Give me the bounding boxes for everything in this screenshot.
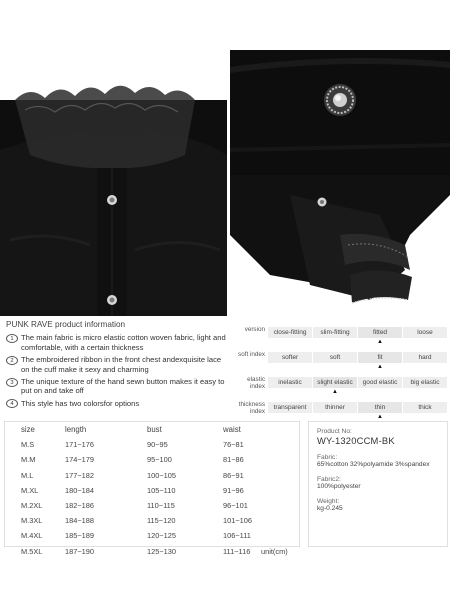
- feature-item: [6, 355, 228, 374]
- attribute-label: soft index: [238, 351, 265, 358]
- attribute-label: version: [244, 326, 265, 333]
- attribute-table: [238, 327, 448, 427]
- feature-text: This style has two colorsfor options: [21, 398, 140, 408]
- waist-cell: 106~111: [223, 531, 251, 541]
- attribute-label: thickness index: [238, 401, 265, 415]
- size-table-header: [5, 422, 299, 437]
- weight-value: kg-0.245: [317, 505, 343, 512]
- bust-cell: 90~95: [147, 440, 168, 450]
- attribute-option: fit: [358, 352, 402, 363]
- table-row: [5, 452, 299, 467]
- attribute-option: inelastic: [268, 377, 312, 388]
- feature-item: [6, 333, 228, 352]
- waist-cell: 81~86: [223, 455, 244, 465]
- table-row: [5, 528, 299, 543]
- header-bust: bust: [147, 425, 162, 434]
- size-cell: M.S: [21, 440, 35, 450]
- attribute-option: slim-fitting: [313, 327, 357, 338]
- size-cell: M.2XL: [21, 500, 43, 510]
- attribute-row-soft-index: [238, 352, 448, 376]
- attribute-label: elastic index: [247, 376, 265, 390]
- button-closeup-photo: [230, 50, 450, 175]
- table-row: [5, 498, 299, 513]
- attribute-option: thinner: [313, 402, 357, 413]
- triangle-up-icon: ▲: [332, 389, 338, 395]
- product-info-title: PUNK RAVE product information: [6, 320, 126, 329]
- attribute-option: good elastic: [358, 377, 402, 388]
- cuff-closeup-photo: [230, 175, 450, 316]
- fabric2-label: Fabric2:: [317, 476, 341, 483]
- fabric-value: 65%cotton 32%polyamide 3%spandex: [317, 461, 430, 468]
- size-cell: M.4XL: [21, 531, 43, 541]
- size-cell: M.3XL: [21, 516, 43, 526]
- attribute-option: thin: [358, 402, 402, 413]
- weight-label: Weight:: [317, 498, 340, 505]
- attribute-option: soft: [313, 352, 357, 363]
- bust-cell: 110~115: [147, 500, 175, 510]
- bust-cell: 100~105: [147, 470, 176, 480]
- table-row: [5, 483, 299, 498]
- bust-cell: 115~120: [147, 516, 176, 526]
- triangle-up-icon: ▲: [377, 414, 383, 420]
- length-cell: 180~184: [65, 485, 94, 495]
- attribute-option: softer: [268, 352, 312, 363]
- attribute-option: hard: [403, 352, 447, 363]
- bust-cell: 125~130: [147, 546, 176, 556]
- collar-closeup-photo: [0, 60, 227, 316]
- attribute-option: slight elastic: [313, 377, 357, 388]
- attribute-row-version: [238, 327, 448, 351]
- feature-text: The main fabric is micro elastic cotton woven fabric, light and comfortable, with a certain thickness: [21, 333, 226, 352]
- collar-illustration: [0, 60, 227, 316]
- bust-cell: 95~100: [147, 455, 172, 465]
- bust-cell: 105~110: [147, 485, 176, 495]
- attribute-option: fitted: [358, 327, 402, 338]
- product-no-label: Product No:: [317, 428, 352, 435]
- length-cell: 184~188: [65, 516, 94, 526]
- triangle-up-icon: ▲: [377, 364, 383, 370]
- waist-cell: 111~116: [223, 546, 251, 556]
- product-info: [6, 320, 228, 411]
- length-cell: 185~189: [65, 531, 94, 541]
- feature-number: 4: [6, 399, 18, 408]
- waist-cell: 76~81: [223, 440, 244, 450]
- waist-cell: 101~106: [223, 516, 252, 526]
- size-cell: M.5XL: [21, 546, 43, 556]
- unit-label: unit(cm): [261, 546, 288, 556]
- table-row: [5, 468, 299, 483]
- product-no-value: WY-1320CCM-BK: [317, 435, 395, 446]
- attribute-option: thick: [403, 402, 447, 413]
- attribute-option: close-fitting: [268, 327, 312, 338]
- attribute-option: loose: [403, 327, 447, 338]
- size-cell: M.XL: [21, 485, 39, 495]
- table-row: [5, 437, 299, 452]
- table-row: [5, 513, 299, 528]
- fabric-label: Fabric:: [317, 454, 338, 461]
- waist-cell: 96~101: [223, 500, 248, 510]
- product-meta: [308, 421, 448, 547]
- feature-number: 2: [6, 356, 18, 365]
- length-cell: 187~190: [65, 546, 94, 556]
- fabric2-value: 100%polyester: [317, 483, 361, 490]
- feature-text: The embroidered ribbon in the front chest andexquisite lace on the cuff make it sexy and charming: [21, 355, 222, 374]
- size-cell: M.L: [21, 470, 34, 480]
- table-row: [5, 544, 299, 559]
- length-cell: 177~182: [65, 470, 94, 480]
- cuff-illustration: [230, 175, 450, 316]
- header-size: size: [21, 425, 35, 434]
- triangle-up-icon: ▲: [377, 339, 383, 345]
- length-cell: 182~186: [65, 500, 94, 510]
- length-cell: 174~179: [65, 455, 94, 465]
- bust-cell: 120~125: [147, 531, 176, 541]
- attribute-row-elastic-index: [238, 377, 448, 401]
- feature-text: The unique texture of the hand sewn button makes it easy to put on and take off: [21, 377, 225, 396]
- size-table: [4, 421, 300, 556]
- header-waist: waist: [223, 425, 241, 434]
- length-cell: 171~176: [65, 440, 94, 450]
- feature-number: 1: [6, 334, 18, 343]
- feature-item: [6, 377, 228, 396]
- attribute-option: big elastic: [403, 377, 447, 388]
- feature-item: [6, 399, 228, 409]
- feature-number: 3: [6, 378, 18, 387]
- waist-cell: 91~96: [223, 485, 244, 495]
- size-cell: M.M: [21, 455, 36, 465]
- header-length: length: [65, 425, 87, 434]
- waist-cell: 86~91: [223, 470, 244, 480]
- attribute-option: transparent: [268, 402, 312, 413]
- button-illustration: [230, 50, 450, 175]
